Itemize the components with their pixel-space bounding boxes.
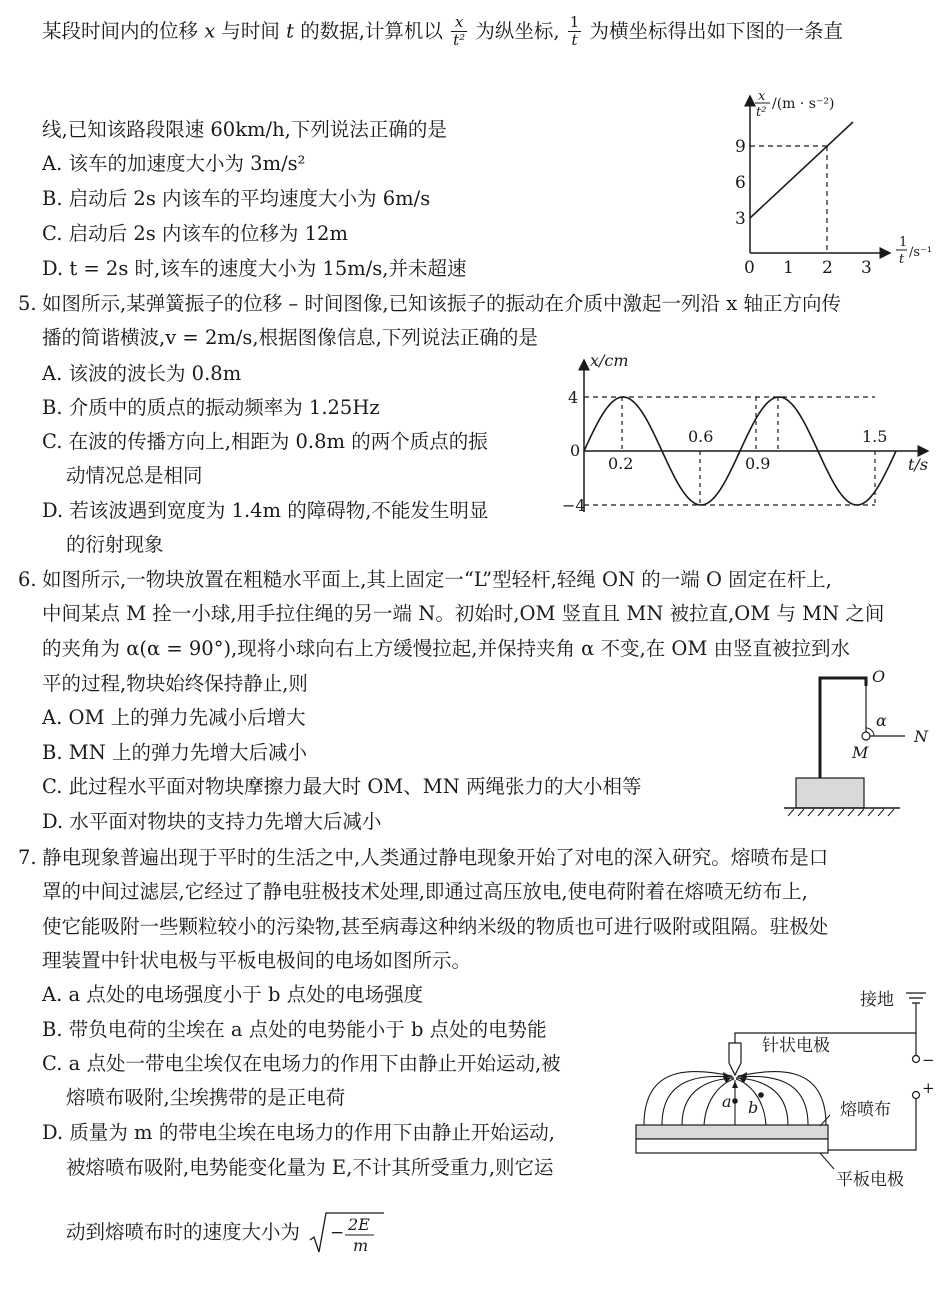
frac-den: t² — [453, 31, 466, 50]
q7-option-a: A. a 点处的电场强度小于 b 点处的电场强度 — [42, 983, 424, 1006]
q7-option-d-text: 动到熔喷布时的速度大小为 — [66, 1220, 301, 1244]
q4-var-t: t — [286, 19, 294, 43]
q6-stem-line2: 中间某点 M 拴一小球,用手拉住绳的另一端 N。初始时,OM 竖直且 MN 被拉直,OM 与 MN 之间 — [42, 602, 885, 625]
q5-option-d: D. 若该波遇到宽度为 1.4m 的障碍物,不能发生明显 — [42, 499, 489, 522]
q7-label-needle: 针状电极 — [762, 1036, 830, 1056]
q7-label-ground: 接地 — [860, 990, 894, 1010]
q6-number: 6. — [18, 568, 37, 591]
q4-option-d: D. t = 2s 时,该车的速度大小为 15m/s,并未超速 — [42, 257, 467, 280]
q5-number: 5. — [18, 292, 37, 315]
q4-fraction-x-over-t2 — [451, 14, 467, 50]
q7-label-a: a — [722, 1092, 732, 1111]
q7-terminal-plus — [913, 1092, 920, 1099]
q5-ytick-neg4: −4 — [562, 496, 586, 515]
q7-option-c: C. a 点处一带电尘埃仅在电场力的作用下由静止开始运动,被 — [42, 1052, 561, 1075]
q7-option-d: D. 质量为 m 的带电尘埃在电场力的作用下由静止开始运动, — [42, 1121, 555, 1144]
q6-label-m: M — [852, 743, 869, 762]
q7-sqrt-den: m — [353, 1236, 369, 1255]
q5-option-c: C. 在波的传播方向上,相距为 0.8m 的两个质点的振 — [42, 430, 488, 453]
q5-ytick-4: 4 — [568, 388, 579, 407]
q7-stem-line4: 理装置中针状电极与平板电极间的电场如图所示。 — [42, 949, 472, 972]
q6-option-d: D. 水平面对物块的支持力先增大后减小 — [42, 810, 382, 833]
q6-figure — [780, 666, 940, 821]
q4-stem-text: 为纵坐标, — [475, 19, 560, 43]
q4-xtick-3: 3 — [861, 258, 872, 278]
q7-option-d-cont2 — [66, 1210, 388, 1256]
q5-origin: 0 — [570, 441, 581, 460]
q4-stem-text: 某段时间内的位移 — [42, 19, 199, 43]
q6-option-c: C. 此过程水平面对物块摩擦力最大时 OM、MN 两绳张力的大小相等 — [42, 775, 642, 798]
q6-label-n: N — [914, 727, 928, 746]
q5-xlabel: t/s — [908, 455, 929, 474]
q7-option-d-cont: 被熔喷布吸附,电势能变化量为 E,不计其所受重力,则它运 — [66, 1156, 554, 1179]
q4-xlabel-den: t — [899, 252, 905, 267]
q4-ytick-9: 9 — [735, 137, 746, 157]
q4-xlabel-num: 1 — [899, 235, 908, 250]
q4-option-b: B. 启动后 2s 内该车的平均速度大小为 6m/s — [42, 187, 431, 210]
q7-stem-line3: 使它能吸附一些颗粒较小的污染物,甚至病毒这种纳米级的物质也可进行吸附或阻隔。驻极处 — [42, 915, 829, 938]
q7-needle-electrode — [729, 1043, 741, 1075]
q4-xtick-2: 2 — [822, 258, 833, 278]
q7-sqrt-radical — [310, 1213, 384, 1252]
q6-label-alpha: α — [876, 711, 887, 730]
q5-stem-line2: 播的简谐横波,v = 2m/s,根据图像信息,下列说法正确的是 — [42, 326, 538, 349]
q7-cloth-leader — [820, 1115, 830, 1126]
q7-point-a — [732, 1098, 738, 1104]
q5-tlabel-1.5: 1.5 — [862, 427, 888, 446]
q7-stem-line2: 罩的中间过滤层,它经过了静电驻极技术处理,即通过高压放电,使电荷附着在熔喷无纺布上, — [42, 880, 808, 903]
q7-label-minus: − — [922, 1051, 935, 1069]
q5-option-c-cont: 动情况总是相同 — [66, 464, 203, 487]
q7-plate-leader — [820, 1153, 834, 1169]
q5-option-a: A. 该波的波长为 0.8m — [42, 362, 242, 385]
q4-option-a: A. 该车的加速度大小为 3m/s² — [42, 152, 306, 175]
q4-graph — [700, 88, 940, 283]
frac-den: t — [571, 31, 578, 50]
q4-stem-line1 — [42, 14, 843, 50]
q4-option-c: C. 启动后 2s 内该车的位移为 12m — [42, 222, 348, 245]
q4-ylabel-den: t² — [756, 105, 767, 120]
q6-stem-line3: 的夹角为 α(α = 90°),现将小球向右上方缓慢拉起,并保持夹角 α 不变,在 OM 由竖直被拉到水 — [42, 637, 851, 660]
q7-number: 7. — [18, 846, 37, 869]
q5-stem-line1: 如图所示,某弹簧振子的位移 – 时间图像,已知该振子的振动在介质中激起一列沿 x 轴正方向传 — [42, 292, 841, 315]
q6-option-a: A. OM 上的弹力先减小后增大 — [42, 706, 306, 729]
q5-option-b: B. 介质中的质点的振动频率为 1.25Hz — [42, 396, 380, 419]
q7-terminal-minus — [913, 1056, 920, 1063]
q7-label-plate: 平板电极 — [836, 1170, 904, 1190]
q7-sqrt-sign: − — [330, 1223, 345, 1243]
q6-label-o: O — [872, 667, 886, 686]
q6-ball — [862, 732, 870, 740]
q7-meltblown-cloth — [636, 1125, 828, 1139]
q5-option-d-cont: 的衍射现象 — [66, 533, 164, 556]
q5-graph — [560, 352, 940, 530]
q7-stem-line1: 静电现象普遍出现于平时的生活之中,人类通过静电现象开始了对电的深入研究。熔喷布是口 — [42, 846, 829, 869]
q7-label-plus: + — [922, 1079, 935, 1097]
q4-data-line — [750, 122, 853, 218]
q7-point-b — [758, 1092, 764, 1098]
q5-tlabel-0.2: 0.2 — [608, 454, 634, 473]
q4-stem-text: 与时间 — [221, 19, 280, 43]
q6-stem-line1: 如图所示,一物块放置在粗糙水平面上,其上固定一“L”型轻杆,轻绳 ON 的一端 O 固定在杆上, — [42, 568, 832, 591]
q4-var-x: x — [204, 19, 216, 43]
q6-option-b: B. MN 上的弹力先增大后减小 — [42, 741, 307, 764]
q4-stem-text: 为横坐标得出如下图的一条直 — [589, 19, 844, 43]
q4-xlabel-unit: /s⁻¹ — [909, 245, 933, 260]
frac-num: 1 — [569, 13, 580, 31]
frac-num: x — [451, 14, 467, 32]
q4-ylabel-unit: /(m · s⁻²) — [772, 96, 835, 112]
q7-sqrt-num: 2E — [348, 1215, 371, 1234]
q4-xtick-1: 1 — [783, 258, 794, 278]
q4-fraction-1-over-t — [568, 14, 582, 50]
q4-stem-text: 的数据,计算机以 — [300, 19, 443, 43]
q4-xtick-0: 0 — [744, 258, 755, 278]
q7-label-cloth: 熔喷布 — [840, 1100, 891, 1120]
q7-plate-electrode — [636, 1139, 828, 1153]
q7-option-b: B. 带负电荷的尘埃在 a 点处的电势能小于 b 点处的电势能 — [42, 1018, 547, 1041]
q7-label-b: b — [748, 1098, 759, 1117]
q7-sqrt-expression — [308, 1210, 388, 1256]
q7-figure — [630, 975, 940, 1200]
q7-option-c-cont: 熔喷布吸附,尘埃携带的是正电荷 — [66, 1086, 346, 1109]
q6-stem-line4: 平的过程,物块始终保持静止,则 — [42, 672, 308, 695]
q6-block — [796, 778, 864, 808]
q5-ylabel: x/cm — [590, 352, 629, 370]
q6-ground-hatch — [788, 809, 894, 816]
q5-tlabel-0.9: 0.9 — [745, 454, 771, 473]
q4-ytick-6: 6 — [735, 173, 746, 193]
q7-ground-symbol — [906, 993, 926, 1003]
q4-ylabel-num: x — [758, 89, 766, 104]
q4-stem-line2: 线,已知该路段限速 60km/h,下列说法正确的是 — [42, 118, 447, 141]
q5-tlabel-0.6: 0.6 — [688, 427, 714, 446]
q4-ytick-3: 3 — [735, 209, 746, 229]
